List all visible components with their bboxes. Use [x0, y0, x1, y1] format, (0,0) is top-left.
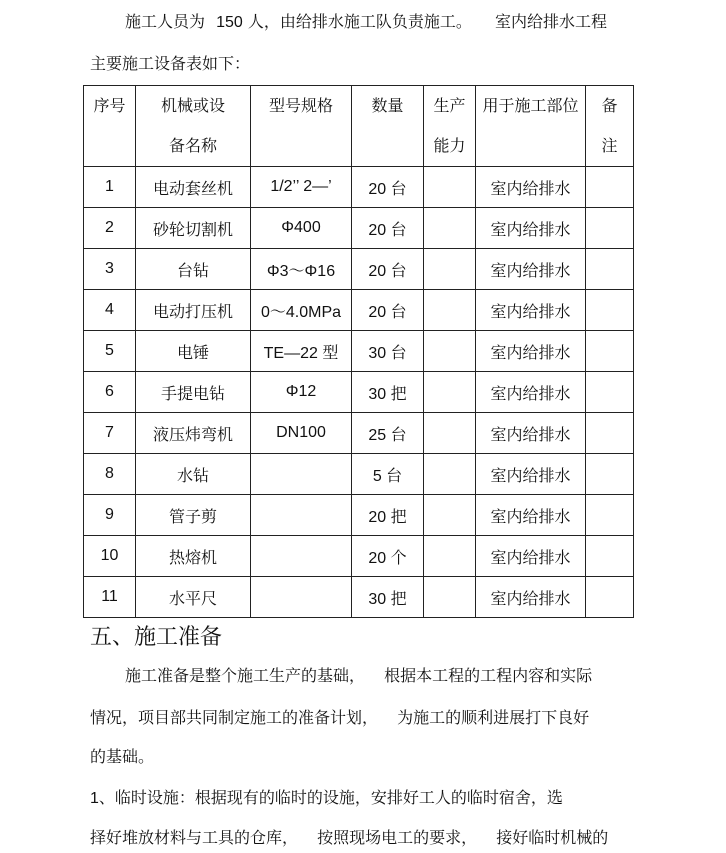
table-row [84, 331, 634, 372]
cell-spec: 1/2’’ 2—’ [251, 167, 352, 208]
cell-qty: 30 台 [352, 331, 424, 372]
cell-note [586, 495, 634, 536]
cell-capacity [424, 413, 476, 454]
cell-name: 管子剪 [136, 495, 251, 536]
cell-no: 1 [84, 167, 136, 208]
table-row [84, 495, 634, 536]
cell-note [586, 208, 634, 249]
table-row [84, 577, 634, 618]
cell-no: 11 [84, 577, 136, 618]
cell-name: 手提电钻 [136, 372, 251, 413]
cell-name: 水钻 [136, 454, 251, 495]
cell-name: 电动套丝机 [136, 167, 251, 208]
item-1-line2-a: 择好堆放材料与工具的仓库， [90, 828, 299, 847]
cell-capacity [424, 372, 476, 413]
header-no: 序号 [84, 86, 136, 167]
intro-line-1 [125, 12, 607, 33]
intro-text-b: 人，由给排水施工队负责施工。 [247, 12, 472, 31]
cell-qty: 20 把 [352, 495, 424, 536]
cell-capacity [424, 208, 476, 249]
cell-no: 2 [84, 208, 136, 249]
table-row [84, 413, 634, 454]
cell-location: 室内给排水 [476, 454, 586, 495]
worker-count: 150 [216, 14, 243, 31]
cell-note [586, 249, 634, 290]
para1-text-b: 根据本工程的工程内容和实际 [384, 666, 593, 685]
header-note: 备注 [586, 86, 634, 167]
cell-no: 5 [84, 331, 136, 372]
table-row [84, 208, 634, 249]
cell-capacity [424, 577, 476, 618]
cell-location: 室内给排水 [476, 331, 586, 372]
para2-text-a: 情况，项目部共同制定施工的准备计划， [90, 708, 379, 727]
cell-qty: 20 个 [352, 536, 424, 577]
cell-no: 3 [84, 249, 136, 290]
cell-name: 砂轮切割机 [136, 208, 251, 249]
cell-qty: 20 台 [352, 290, 424, 331]
cell-location: 室内给排水 [476, 495, 586, 536]
cell-location: 室内给排水 [476, 413, 586, 454]
cell-note [586, 290, 634, 331]
intro-line-2: 主要施工设备表如下： [90, 54, 251, 73]
cell-location: 室内给排水 [476, 208, 586, 249]
cell-name: 电锤 [136, 331, 251, 372]
para-line-3: 的基础。 [90, 747, 155, 766]
cell-note [586, 577, 634, 618]
cell-no: 6 [84, 372, 136, 413]
cell-note [586, 536, 634, 577]
item-1-text: 临时设施：根据现有的临时的设施，安排好工人的临时宿舍，选 [114, 788, 563, 807]
item-1-line2-c: 接好临时机械的 [496, 828, 609, 847]
cell-qty: 20 台 [352, 249, 424, 290]
para-line-2 [90, 708, 589, 728]
cell-location: 室内给排水 [476, 290, 586, 331]
cell-spec: TE—22 型 [251, 331, 352, 372]
cell-capacity [424, 331, 476, 372]
cell-spec [251, 454, 352, 495]
equipment-table [83, 85, 634, 618]
cell-note [586, 454, 634, 495]
intro-text-c: 室内给排水工程 [495, 12, 608, 31]
cell-no: 7 [84, 413, 136, 454]
cell-note [586, 413, 634, 454]
cell-location: 室内给排水 [476, 249, 586, 290]
cell-qty: 25 台 [352, 413, 424, 454]
cell-no: 9 [84, 495, 136, 536]
cell-no: 8 [84, 454, 136, 495]
cell-location: 室内给排水 [476, 577, 586, 618]
cell-qty: 20 台 [352, 208, 424, 249]
cell-qty: 30 把 [352, 577, 424, 618]
item-1-line-2 [90, 828, 608, 848]
section-title: 五、施工准备 [90, 625, 223, 650]
cell-qty: 30 把 [352, 372, 424, 413]
cell-capacity [424, 290, 476, 331]
cell-name: 液压炜弯机 [136, 413, 251, 454]
table-row [84, 372, 634, 413]
cell-name: 电动打压机 [136, 290, 251, 331]
table-body [84, 167, 634, 618]
table-row [84, 536, 634, 577]
table-row [84, 454, 634, 495]
cell-capacity [424, 167, 476, 208]
header-name: 机械或设备名称 [136, 86, 251, 167]
header-spec: 型号规格 [251, 86, 352, 167]
table-row [84, 167, 634, 208]
cell-location: 室内给排水 [476, 372, 586, 413]
cell-note [586, 331, 634, 372]
cell-qty: 5 台 [352, 454, 424, 495]
cell-capacity [424, 249, 476, 290]
cell-capacity [424, 536, 476, 577]
table-row [84, 290, 634, 331]
cell-location: 室内给排水 [476, 536, 586, 577]
cell-spec [251, 536, 352, 577]
cell-capacity [424, 495, 476, 536]
item-1-line2-b: 按照现场电工的要求， [317, 828, 478, 847]
cell-spec [251, 577, 352, 618]
cell-note [586, 167, 634, 208]
header-capacity: 生产能力 [424, 86, 476, 167]
cell-no: 4 [84, 290, 136, 331]
intro-text-a: 施工人员为 [125, 12, 206, 31]
table-header-row [84, 86, 634, 167]
cell-spec: Φ400 [251, 208, 352, 249]
cell-spec [251, 495, 352, 536]
cell-spec: DN100 [251, 413, 352, 454]
para-line-1 [125, 666, 592, 686]
cell-spec: Φ12 [251, 372, 352, 413]
cell-no: 10 [84, 536, 136, 577]
item-1-line-1 [90, 788, 563, 809]
header-qty: 数量 [352, 86, 424, 167]
para1-text-a: 施工准备是整个施工生产的基础， [125, 666, 366, 685]
para2-text-b: 为施工的顺利进展打下良好 [397, 708, 590, 727]
cell-note [586, 372, 634, 413]
cell-qty: 20 台 [352, 167, 424, 208]
cell-capacity [424, 454, 476, 495]
table-row [84, 249, 634, 290]
item-1-number: 1、 [90, 790, 115, 807]
header-location: 用于施工部位 [476, 86, 586, 167]
cell-name: 热熔机 [136, 536, 251, 577]
cell-spec: Φ3～Φ16 [251, 249, 352, 290]
cell-location: 室内给排水 [476, 167, 586, 208]
cell-name: 台钻 [136, 249, 251, 290]
cell-name: 水平尺 [136, 577, 251, 618]
cell-spec: 0～4.0MPa [251, 290, 352, 331]
